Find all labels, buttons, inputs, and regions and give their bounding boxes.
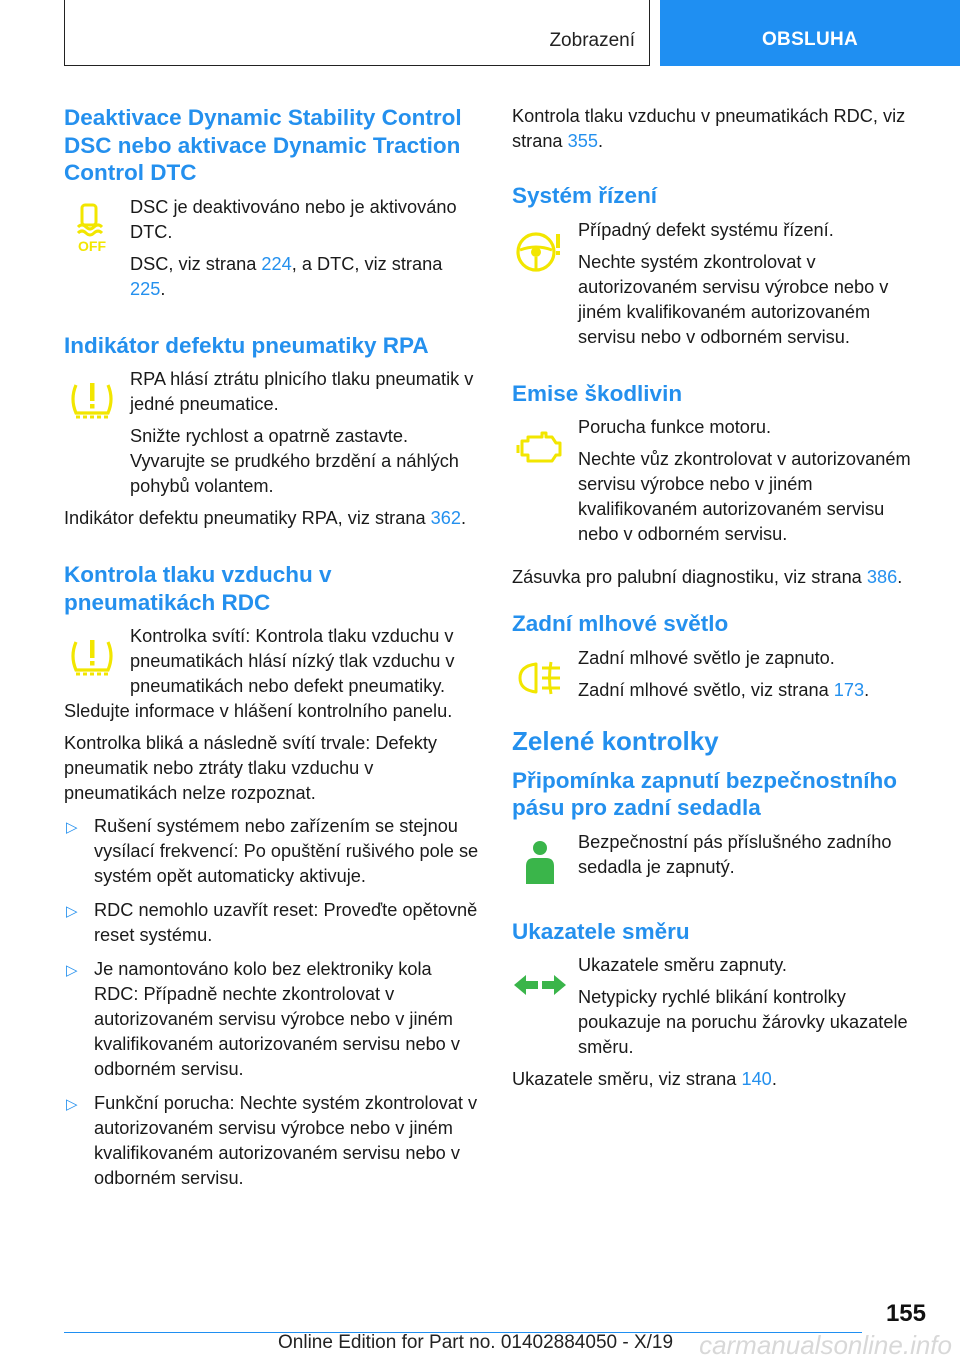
emissions-text-2: Nechte vůz zkontrolovat v autorizovaném servisu výrobce nebo v jiném kvalifikovaném autorizovaném servisu nebo v odborném servisu.: [578, 449, 911, 544]
section-dsc: [64, 104, 480, 302]
triangle-bullet-icon: ▷: [66, 962, 78, 979]
emissions-icon-block: [512, 415, 928, 547]
rear-fog-light-icon: [512, 650, 568, 706]
tire-pressure-monitor-icon: [64, 628, 120, 684]
section-rpa: [64, 332, 480, 532]
rpa-text-2: Snižte rychlost a opatrně zastavte. Vyvarujte se prudkého brzdění a náhlých pohybů volantem.: [130, 426, 459, 496]
rdc-title: Kontrola tlaku vzduchu v pneumatikách RDC: [64, 562, 332, 615]
turn-link-140[interactable]: 140: [741, 1069, 772, 1089]
foglight-title: Zadní mlhové světlo: [512, 611, 729, 636]
dsc-text-1: DSC je deaktivováno nebo je aktivováno DTC.: [130, 196, 457, 242]
steering-warning-icon: [512, 222, 568, 278]
rdc-text-2: Sledujte informace v hlášení kontrolního panelu.: [64, 701, 453, 721]
section-turn-signals: [512, 918, 928, 1093]
rdc-reference: Kontrola tlaku vzduchu v pneumatikách RDC, viz strana 355.: [512, 106, 906, 151]
triangle-bullet-icon: ▷: [66, 903, 78, 920]
foglight-text-2: Zadní mlhové světlo, viz strana 173.: [578, 679, 870, 700]
right-column: [512, 104, 928, 1122]
dsc-link-224[interactable]: 224: [261, 253, 292, 274]
section-rdc: [64, 561, 480, 1191]
rdc-icon-block: [64, 624, 480, 699]
turn-text-3: Ukazatele směru, viz strana 140.: [512, 1069, 777, 1089]
turn-text-1: Ukazatele směru zapnuty.: [578, 955, 787, 975]
header-section-box: [64, 0, 650, 66]
seatbelt-person-icon: [512, 834, 568, 890]
seatbelt-icon-block: [512, 830, 928, 880]
rdc-text-3: Kontrolka bliká a následně svítí trvale: Defekty pneumatik nebo ztráty tlaku vzduchu v pneumatikách nelze rozpoznat.: [64, 733, 438, 803]
section-emissions: [512, 380, 928, 591]
header-chapter-tab: [660, 0, 960, 66]
diagnostics-link-386[interactable]: 386: [866, 567, 898, 587]
emissions-title: Emise škodlivin: [512, 380, 683, 406]
check-engine-icon: [512, 419, 568, 475]
steering-icon-block: [512, 218, 928, 350]
seatbelt-text-1: Bezpečnostní pás příslušného zadního sedadla je zapnutý.: [578, 831, 892, 877]
steering-title: Systém řízení: [512, 183, 658, 208]
list-item: ▷ Je namontováno kolo bez elektroniky kola RDC: Případně nechte zkontrolovat v autorizovaném servisu výrobce nebo v jiném kvalifikovaném autorizovaném servisu nebo v odborném servisu.: [66, 959, 460, 1079]
dsc-link-225[interactable]: 225: [130, 278, 161, 299]
list-item: ▷ Funkční porucha: Nechte systém zkontrolovat v autorizovaném servisu výrobce nebo v jiném kvalifikovaném autorizovaném servisu nebo v odborném servisu.: [66, 1093, 478, 1188]
triangle-bullet-icon: ▷: [66, 1096, 78, 1113]
list-item: ▷ Rušení systémem nebo zařízením se stejnou vysílací frekvencí: Po opuštění rušivého pole se systém opět automaticky aktivuje.: [66, 816, 479, 886]
steering-text-1: Případný defekt systému řízení.: [578, 219, 834, 240]
header-chapter-label: OBSLUHA: [761, 29, 859, 50]
footer-edition: Online Edition for Part no. 01402884050 - X/19: [278, 1332, 674, 1353]
rpa-icon-block: [64, 367, 480, 499]
list-item: ▷ RDC nemohlo uzavřít reset: Proveďte opětovně reset systému.: [66, 900, 478, 945]
rpa-link-362[interactable]: 362: [430, 508, 461, 528]
foglight-icon-block: [512, 646, 928, 703]
turn-icon-block: [512, 953, 928, 1060]
rdc-text-1: Kontrolka svítí: Kontrola tlaku vzduchu v pneumatikách hlásí nízký tlak vzduchu v pneumatikách nebo defekt pneumatiky.: [130, 626, 455, 696]
left-column: [64, 104, 480, 1221]
section-seatbelt: [512, 767, 928, 880]
section-steering: [512, 182, 928, 350]
turn-title: Ukazatele směru: [512, 918, 690, 944]
steering-text-2: Nechte systém zkontrolovat v autorizovaném servisu výrobce nebo v jiném kvalifikovaném autorizovaném servisu nebo v odborném servisu.: [578, 251, 889, 347]
page-footer: [0, 1290, 960, 1362]
foglight-link-173[interactable]: 173: [833, 679, 865, 700]
turn-signal-arrows-icon: [512, 957, 568, 1013]
dsc-icon-block: [64, 195, 480, 302]
rpa-title: Indikátor defektu pneumatiky RPA: [64, 332, 429, 358]
green-indicators-heading: Zelené kontrolky: [512, 725, 719, 756]
dsc-off-icon: [64, 199, 120, 255]
tire-pressure-warning-icon: [64, 371, 120, 427]
turn-text-2: Netypicky rychlé blikání kontrolky poukazuje na poruchu žárovky ukazatele směru.: [578, 987, 908, 1057]
triangle-bullet-icon: ▷: [66, 819, 78, 836]
footer-watermark: carmanualsonline.info: [699, 1330, 952, 1360]
foglight-text-1: Zadní mlhové světlo je zapnuto.: [578, 647, 835, 668]
rpa-text-1: RPA hlásí ztrátu plnicího tlaku pneumatik v jedné pneumatice.: [130, 369, 474, 414]
page-number: 155: [885, 1300, 926, 1327]
emissions-text-3: Zásuvka pro palubní diagnostiku, viz strana 386.: [512, 567, 903, 587]
section-foglight: [512, 610, 928, 703]
rpa-text-3: Indikátor defektu pneumatiky RPA, viz strana 362.: [64, 508, 467, 528]
emissions-text-1: Porucha funkce motoru.: [578, 417, 772, 437]
rdc-link-355[interactable]: 355: [567, 131, 598, 151]
header-section-title: Zobrazení: [549, 30, 635, 51]
dsc-text-2: DSC, viz strana 224, a DTC, viz strana 225.: [130, 253, 443, 299]
page-header: [0, 0, 960, 66]
svg-text:OFF: OFF: [78, 237, 106, 254]
dsc-title: Deaktivace Dynamic Stability Control DSC nebo aktivace Dynamic Traction Control DTC: [64, 105, 462, 185]
rdc-bullet-list: [64, 814, 480, 1191]
seatbelt-title: Připomínka zapnutí bezpečnostního pásu pro zadní sedadla: [512, 767, 898, 820]
